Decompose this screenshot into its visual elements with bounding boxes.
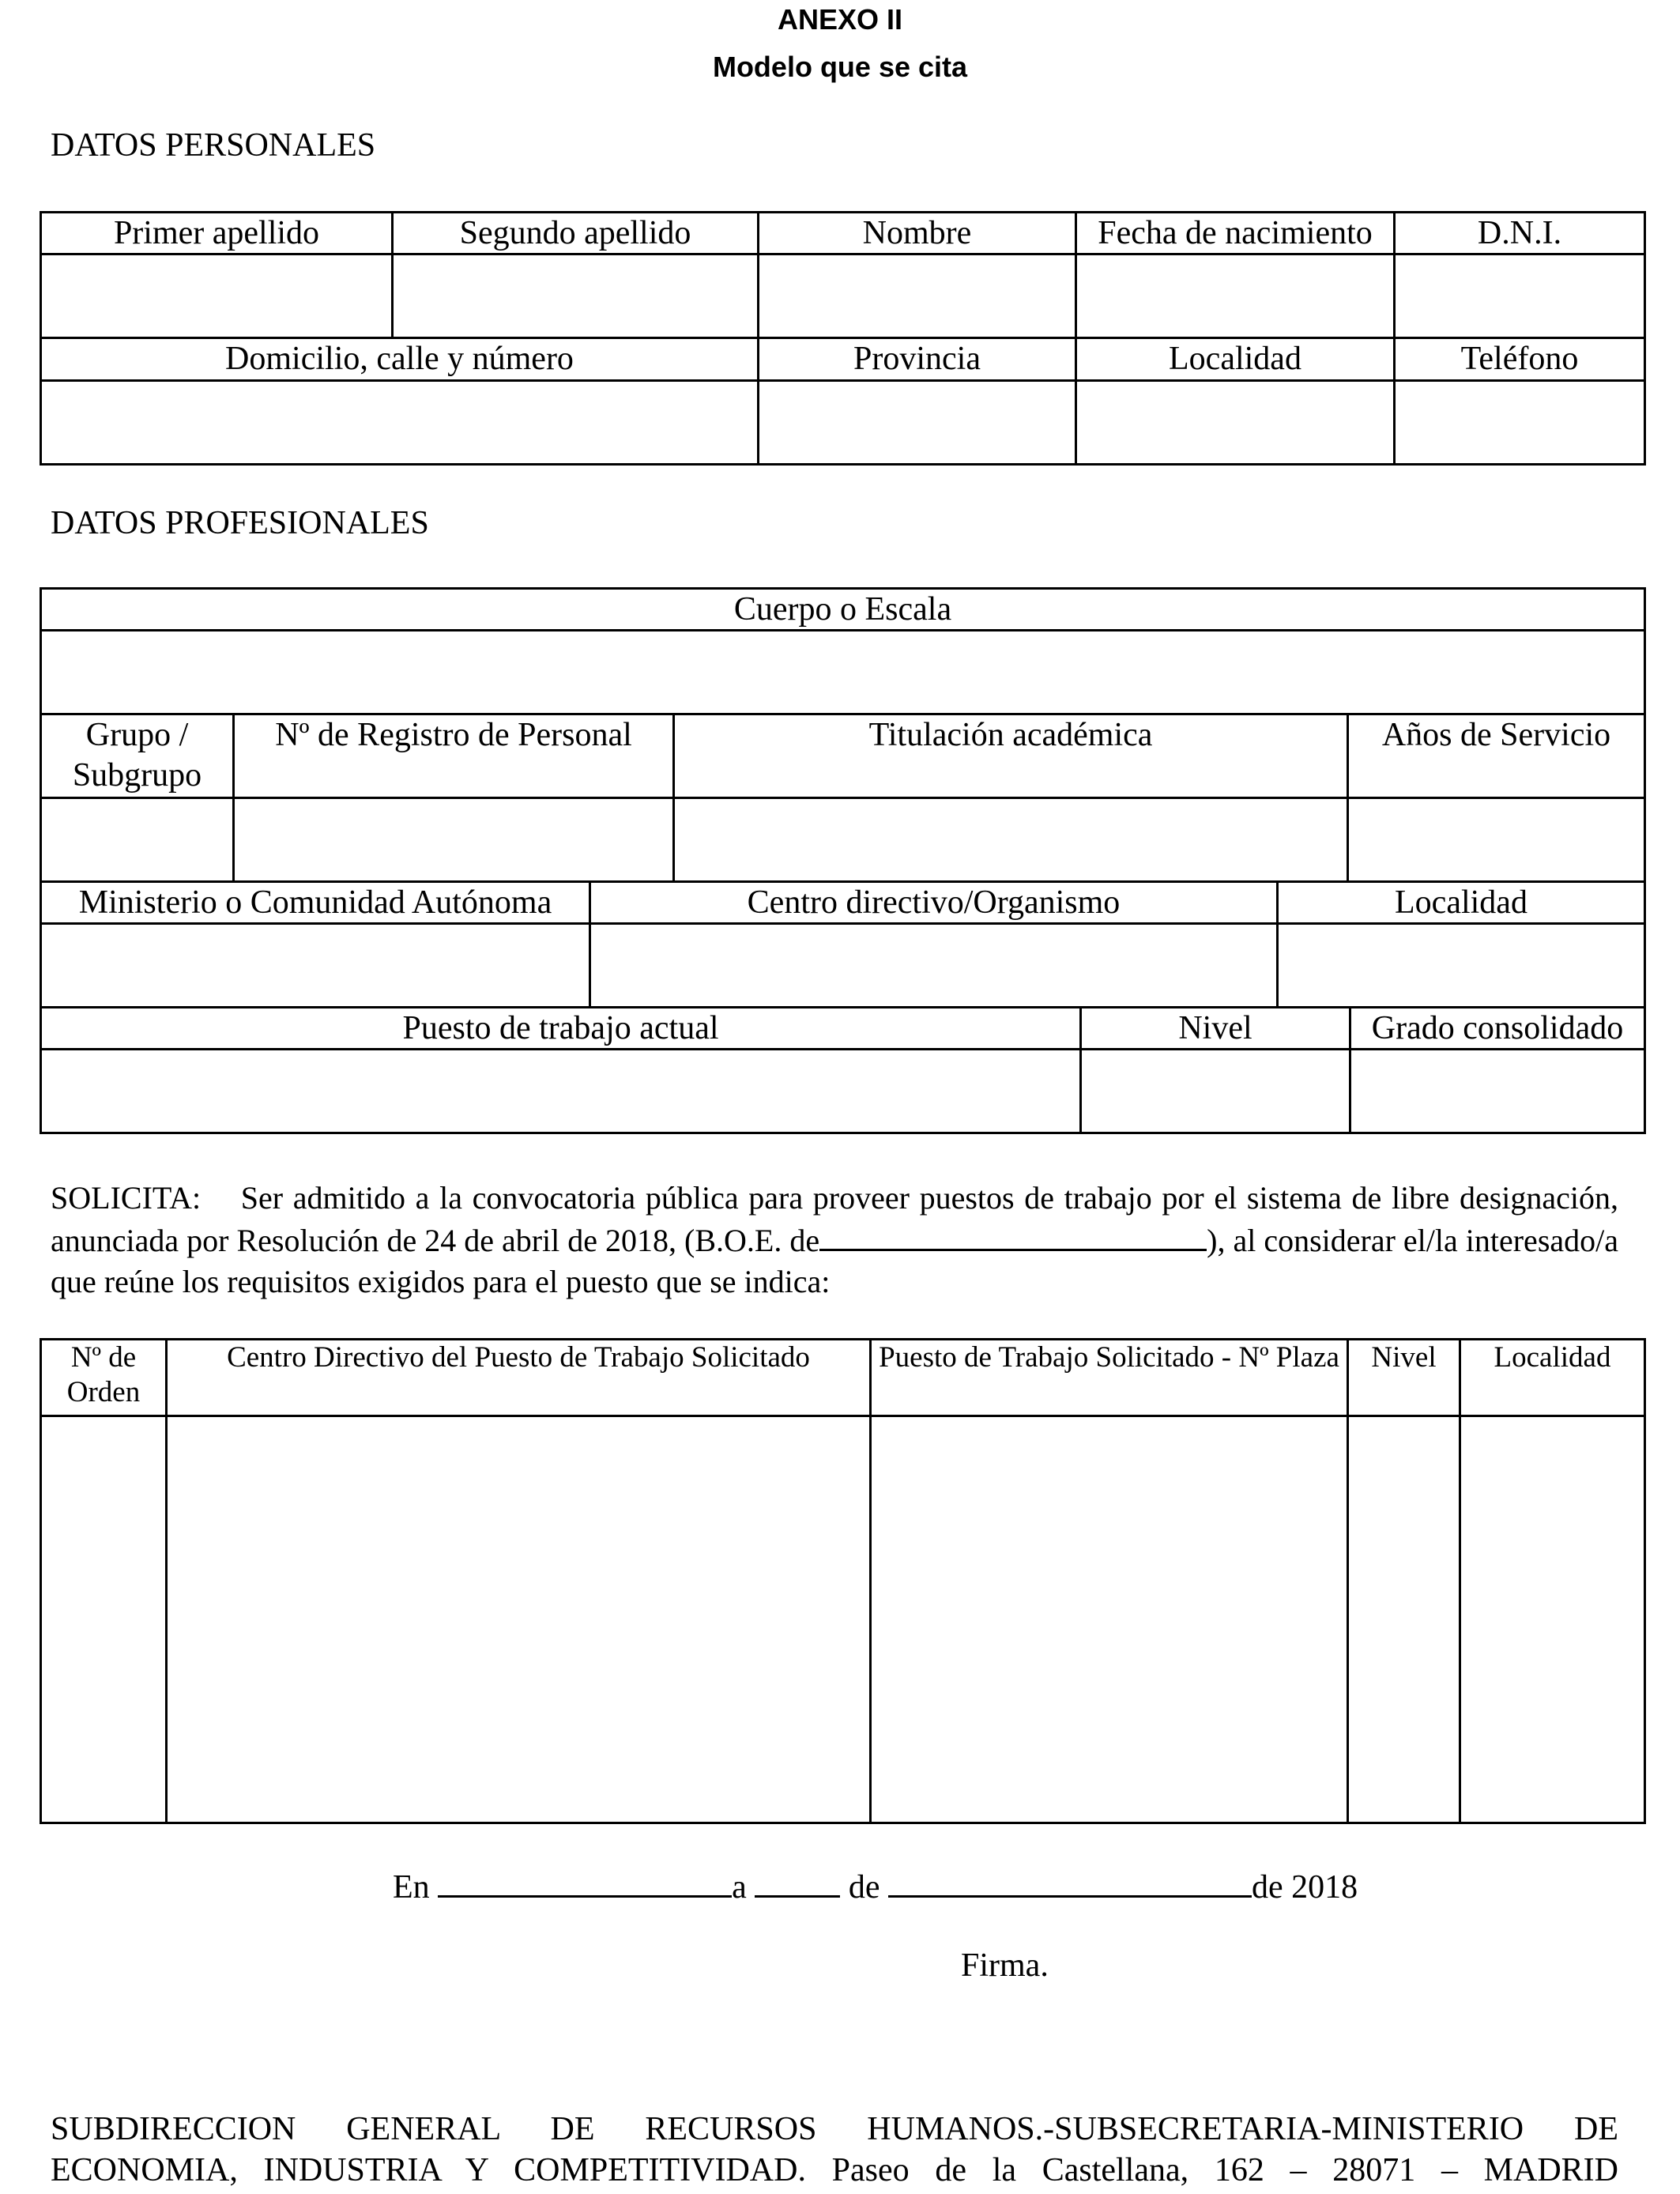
label-a: a bbox=[732, 1869, 747, 1906]
personal-data-table bbox=[40, 211, 1646, 466]
field-grupo-subgrupo[interactable] bbox=[41, 798, 234, 882]
label-grado-consolidado: Grado consolidado bbox=[1350, 1008, 1645, 1050]
label-registro-personal: Nº de Registro de Personal bbox=[234, 714, 674, 798]
label-grupo-subgrupo: Grupo / Subgrupo bbox=[41, 714, 234, 798]
field-domicilio[interactable] bbox=[41, 380, 759, 464]
professional-table-c bbox=[40, 1006, 1646, 1134]
label-segundo-apellido: Segundo apellido bbox=[393, 213, 759, 254]
requested-posts-table bbox=[40, 1338, 1646, 1824]
label-en: En bbox=[393, 1869, 430, 1906]
field-cuerpo-escala[interactable] bbox=[41, 631, 1645, 714]
field-grado-consolidado[interactable] bbox=[1350, 1050, 1645, 1133]
field-place[interactable] bbox=[438, 1865, 732, 1898]
field-localidad-solicitada[interactable] bbox=[1460, 1416, 1645, 1823]
label-anos-servicio: Años de Servicio bbox=[1348, 714, 1645, 798]
label-telefono: Teléfono bbox=[1395, 338, 1645, 380]
label-de: de bbox=[848, 1869, 880, 1906]
label-provincia: Provincia bbox=[759, 338, 1076, 380]
label-dni: D.N.I. bbox=[1395, 213, 1645, 254]
label-localidad-prof: Localidad bbox=[1278, 882, 1645, 924]
field-nivel-solicitado[interactable] bbox=[1348, 1416, 1460, 1823]
professional-section-title: DATOS PROFESIONALES bbox=[51, 505, 429, 541]
field-provincia[interactable] bbox=[759, 380, 1076, 464]
label-centro-directivo: Centro directivo/Organismo bbox=[590, 882, 1278, 924]
field-centro-directivo-solicitado[interactable] bbox=[167, 1416, 871, 1823]
personal-section-title: DATOS PERSONALES bbox=[51, 127, 376, 164]
field-nivel-actual[interactable] bbox=[1081, 1050, 1350, 1133]
solicita-label: SOLICITA: bbox=[51, 1180, 202, 1216]
field-puesto-actual[interactable] bbox=[41, 1050, 1081, 1133]
label-nombre: Nombre bbox=[759, 213, 1076, 254]
annex-title: ANEXO II bbox=[777, 3, 903, 36]
header-orden: Nº de Orden bbox=[41, 1340, 167, 1416]
field-day[interactable] bbox=[755, 1865, 840, 1898]
field-localidad-prof[interactable] bbox=[1278, 924, 1645, 1008]
boe-date-field[interactable] bbox=[819, 1219, 1207, 1251]
label-puesto-actual: Puesto de trabajo actual bbox=[41, 1008, 1081, 1050]
field-segundo-apellido[interactable] bbox=[393, 254, 759, 338]
solicita-paragraph bbox=[51, 1178, 1618, 1302]
field-titulacion[interactable] bbox=[674, 798, 1348, 882]
field-orden[interactable] bbox=[41, 1416, 167, 1823]
header-centro-directivo: Centro Directivo del Puesto de Trabajo Solicitado bbox=[167, 1340, 871, 1416]
label-nivel-actual: Nivel bbox=[1081, 1008, 1350, 1050]
field-ministerio[interactable] bbox=[41, 924, 590, 1008]
field-fecha-nacimiento[interactable] bbox=[1076, 254, 1395, 338]
footer-line-1: SUBDIRECCION GENERAL DE RECURSOS HUMANOS.-SUBSECRETARIA-MINISTERIO DE bbox=[51, 2111, 1618, 2147]
field-telefono[interactable] bbox=[1395, 380, 1645, 464]
field-nombre[interactable] bbox=[759, 254, 1076, 338]
label-domicilio: Domicilio, calle y número bbox=[41, 338, 759, 380]
field-localidad[interactable] bbox=[1076, 380, 1395, 464]
header-localidad: Localidad bbox=[1460, 1340, 1645, 1416]
field-puesto-plaza[interactable] bbox=[871, 1416, 1348, 1823]
field-anos-servicio[interactable] bbox=[1348, 798, 1645, 882]
solicita-text-2: ), al considerar el/la interesado/a que reúne los requisitos exigidos para el puesto que se indica: bbox=[51, 1223, 1619, 1299]
label-de-year: de 2018 bbox=[1251, 1869, 1358, 1906]
solicita-text-1: Ser admitido a la convocatoria pública para proveer puestos de trabajo por el sistema de libre designación, anunciada por Resolución de 24 de abril de 2018, (B.O.E. de bbox=[51, 1180, 1618, 1258]
header-puesto-plaza: Puesto de Trabajo Solicitado - Nº Plaza bbox=[871, 1340, 1348, 1416]
footer bbox=[51, 2109, 1618, 2191]
professional-table-b bbox=[40, 880, 1646, 1008]
signature-place-date bbox=[393, 1865, 1657, 1906]
label-titulacion: Titulación académica bbox=[674, 714, 1348, 798]
firma-label: Firma. bbox=[961, 1947, 1049, 1984]
field-registro-personal[interactable] bbox=[234, 798, 674, 882]
label-fecha-nacimiento: Fecha de nacimiento bbox=[1076, 213, 1395, 254]
professional-table-a bbox=[40, 587, 1646, 883]
label-cuerpo-escala: Cuerpo o Escala bbox=[41, 589, 1645, 631]
field-dni[interactable] bbox=[1395, 254, 1645, 338]
annex-subtitle: Modelo que se cita bbox=[712, 51, 968, 83]
header-nivel: Nivel bbox=[1348, 1340, 1460, 1416]
label-ministerio: Ministerio o Comunidad Autónoma bbox=[41, 882, 590, 924]
field-month[interactable] bbox=[888, 1865, 1252, 1898]
field-primer-apellido[interactable] bbox=[41, 254, 393, 338]
footer-line-2: ECONOMIA, INDUSTRIA Y COMPETITIVIDAD. Paseo de la Castellana, 162 – 28071 – MADRID bbox=[51, 2152, 1618, 2188]
field-centro-directivo[interactable] bbox=[590, 924, 1278, 1008]
label-localidad: Localidad bbox=[1076, 338, 1395, 380]
label-primer-apellido: Primer apellido bbox=[41, 213, 393, 254]
